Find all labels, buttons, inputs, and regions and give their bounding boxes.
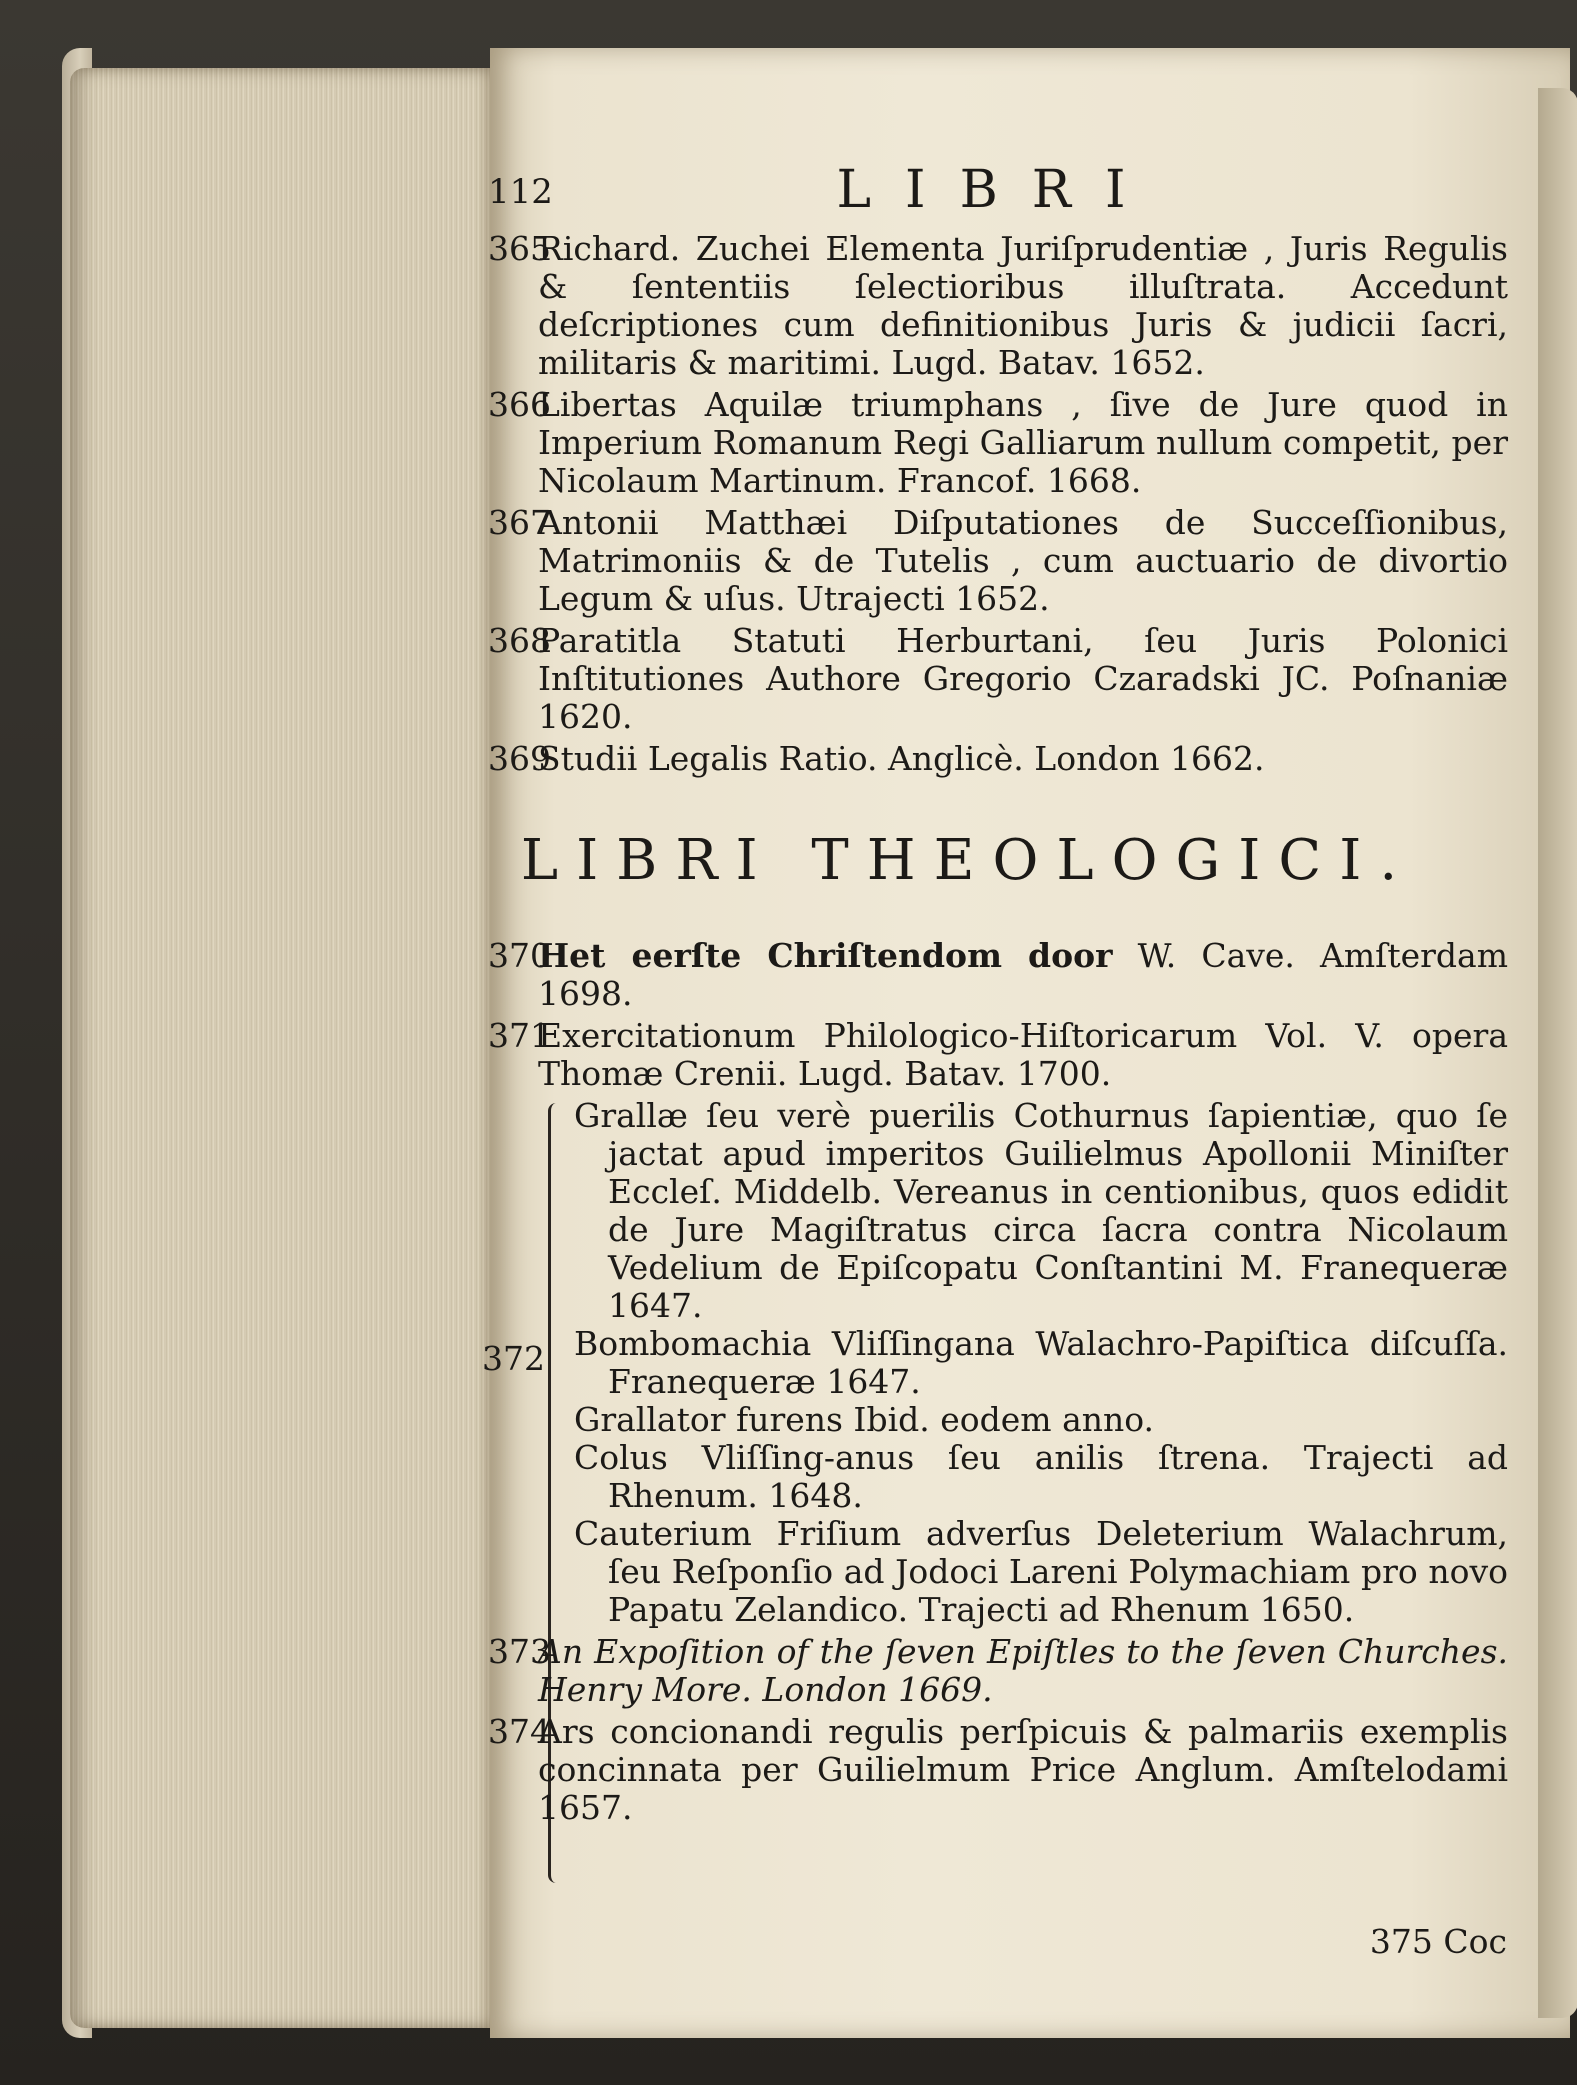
grouped-entry <box>482 1096 1508 1629</box>
entry-number: 373 <box>488 1632 551 1671</box>
page-block-edges <box>70 68 490 2028</box>
entry-text: Paratitla Statuti Herburtani, ſeu Juris Polonici Inſtitutiones Authore Gregorio Czaradski JC. Poſnaniæ 1620. <box>538 621 1508 736</box>
page-header <box>488 160 1508 230</box>
catalog-entry <box>488 740 1508 778</box>
entry-text: Studii Legalis Ratio. Anglicè. London 1662. <box>538 739 1265 778</box>
catalog-entry <box>488 622 1508 736</box>
grouped-item: Colus Vliſſing-anus ſeu anilis ſtrena. Trajecti ad Rhenum. 1648. <box>574 1438 1508 1515</box>
entry-number: 370 <box>488 936 551 975</box>
running-head: LIBRI <box>836 160 1160 220</box>
entry-number: 371 <box>488 1016 551 1055</box>
catalog-entry <box>488 937 1508 1013</box>
page-number: 112 <box>488 172 553 212</box>
section-heading: LIBRI THEOLOGICI. <box>520 828 1416 893</box>
entry-text: Exercitationum Philologico-Hiſtoricarum Vol. V. opera Thomæ Crenii. Lugd. Batav. 1700. <box>538 1016 1508 1093</box>
entry-text: An Expoſition of the ſeven Epiſtles to the ſeven Churches. Henry More. London 1669. <box>538 1632 1508 1709</box>
page-text <box>482 160 1508 1831</box>
entry-text: Richard. Zuchei Elementa Juriſprudentiæ , Juris Regulis & ſententiis ſelectioribus illuſtrata. Accedunt deſcriptiones cum definitionibus Juris & judicii ſacri, militaris & maritimi. Lugd. Batav. 1652. <box>538 229 1508 382</box>
entry-number: 372 <box>482 1339 545 1378</box>
catalog-entry <box>488 504 1508 618</box>
grouped-item: Grallator furens Ibid. eodem anno. <box>574 1400 1155 1439</box>
grouped-item: Bombomachia Vliſſingana Walachro-Papiſtica diſcuſſa. Franequeræ 1647. <box>574 1324 1508 1401</box>
entry-text: Libertas Aquilæ triumphans , ſive de Jure quod in Imperium Romanum Regi Galliarum nullum competit, per Nicolaum Martinum. Francof. 1668. <box>538 385 1508 500</box>
blackletter-title: Het eerſte Chriſtendom door <box>538 936 1113 975</box>
entry-text: W. Cave. Amſterdam 1698. <box>538 936 1508 1013</box>
entry-number: 366 <box>488 385 551 424</box>
entry-text: Ars concionandi regulis perſpicuis & palmariis exemplis concinnata per Guilielmum Price Anglum. Amſtelodami 1657. <box>538 1712 1508 1827</box>
catalog-entry <box>488 230 1508 382</box>
catalog-entry <box>488 386 1508 500</box>
entry-number: 369 <box>488 739 551 778</box>
entry-number: 368 <box>488 621 551 660</box>
entry-text: Antonii Matthæi Diſputationes de Succeſſionibus, Matrimoniis & de Tutelis , cum auctuario de divortio Legum & uſus. Utrajecti 1652. <box>538 503 1508 618</box>
catalog-entry <box>488 1633 1508 1709</box>
catalog-entry <box>488 1713 1508 1827</box>
entry-number: 367 <box>488 503 551 542</box>
entry-number: 374 <box>488 1712 551 1751</box>
grouped-item: Grallæ ſeu verè puerilis Cothurnus ſapientiæ, quo ſe jactat apud imperitos Guilielmus Apollonii Miniſter Eccleſ. Middelb. Vereanus in centionibus, quos edidit de Jure Magiſtratus circa ſacra contra Nicolaum Vedelium de Epiſcopatu Conſtantini M. Franequeræ 1647. <box>574 1096 1508 1325</box>
grouped-item: Cauterium Friſium adverſus Deleterium Walachrum, ſeu Reſponſio ad Jodoci Lareni Polymachiam pro novo Papatu Zelandico. Trajecti ad Rhenum 1650. <box>574 1514 1508 1629</box>
entry-number: 365 <box>488 229 551 268</box>
catalog-entry <box>488 1017 1508 1093</box>
facing-page-edge <box>1538 88 1577 2018</box>
catchword: 375 Coc <box>1369 1922 1507 1961</box>
